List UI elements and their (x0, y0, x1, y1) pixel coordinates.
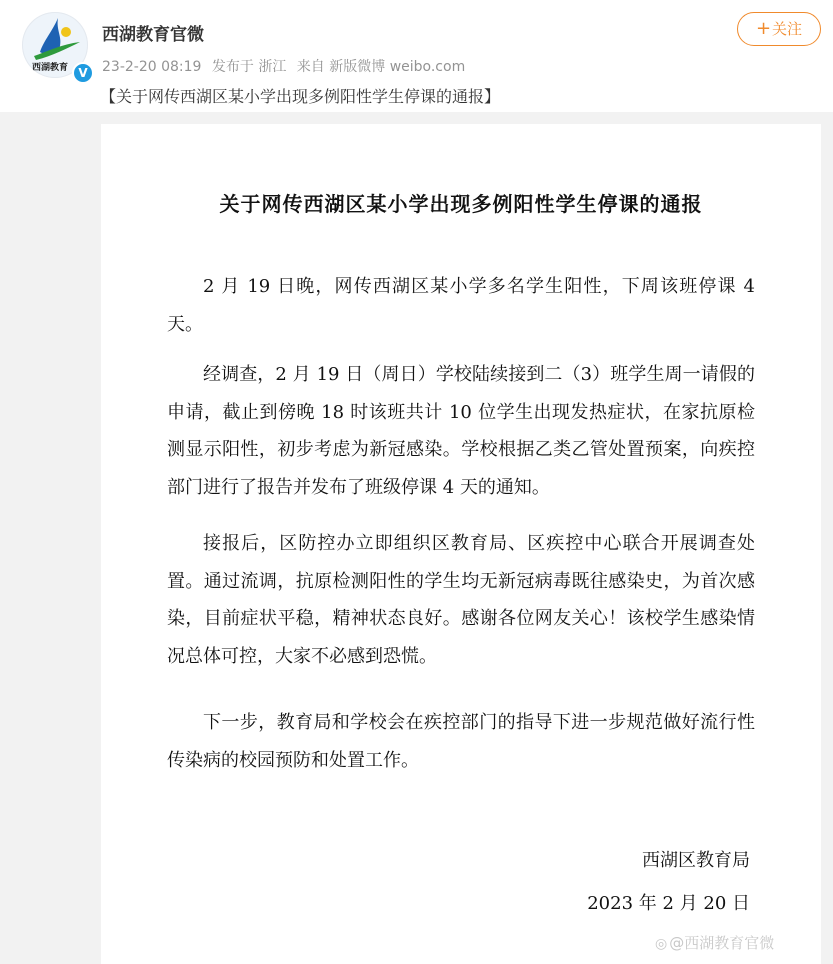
document-title: 关于网传西湖区某小学出现多例阳性学生停课的通报 (219, 192, 703, 216)
watermark-text: @西湖教育官微 (669, 934, 775, 952)
avatar-text: 西湖教育 (32, 63, 69, 73)
paragraph-2: 经调查，2 月 19 日（周日）学校陆续接到二（3）班学生周一请假的申请，截止到傍晚 18 时该班共计 10 位学生出现发热症状，在家抗原检测显示阳性，初步考虑为新冠感染。学校根据乙类乙管处置预案，向疾控部门进行了报告并发布了班级停课 4 天的通知。 (167, 364, 755, 498)
post-source: 来自 新版微博 weibo.com (296, 59, 466, 75)
weibo-icon: ◎ (655, 936, 668, 952)
paragraph-3: 接报后，区防控办立即组织区教育局、区疾控中心联合开展调查处置。通过流调，抗原检测阳性的学生均无新冠病毒既往感染史，为首次感染，目前症状平稳，精神状态良好。感谢各位网友关心！该校学生感染情况总体可控，大家不必感到恐慌。 (167, 533, 755, 667)
follow-button[interactable] (737, 12, 821, 46)
post-text: 【关于网传西湖区某小学出现多例阳性学生停课的通报】 (100, 87, 501, 106)
post-location: 发布于 浙江 (211, 59, 287, 75)
verified-badge-icon: V (72, 62, 94, 84)
plus-icon: + (755, 18, 772, 39)
follow-label: 关注 (772, 20, 803, 38)
signature: 西湖区教育局 (642, 850, 750, 871)
post-timestamp[interactable]: 23-2-20 08:19 (102, 59, 202, 75)
weibo-watermark (655, 932, 774, 953)
notice-document[interactable] (101, 124, 821, 964)
avatar[interactable] (22, 12, 88, 78)
paragraph-4: 下一步，教育局和学校会在疾控部门的指导下进一步规范做好流行性传染病的校园预防和处置工作。 (167, 712, 755, 771)
paragraph-1: 2 月 19 日晚，网传西湖区某小学多名学生阳性，下周该班停课 4 天。 (167, 276, 755, 335)
post-header (0, 0, 833, 112)
username[interactable]: 西湖教育官微 (102, 25, 204, 45)
post-meta (102, 56, 471, 76)
document-date: 2023 年 2 月 20 日 (587, 893, 750, 914)
